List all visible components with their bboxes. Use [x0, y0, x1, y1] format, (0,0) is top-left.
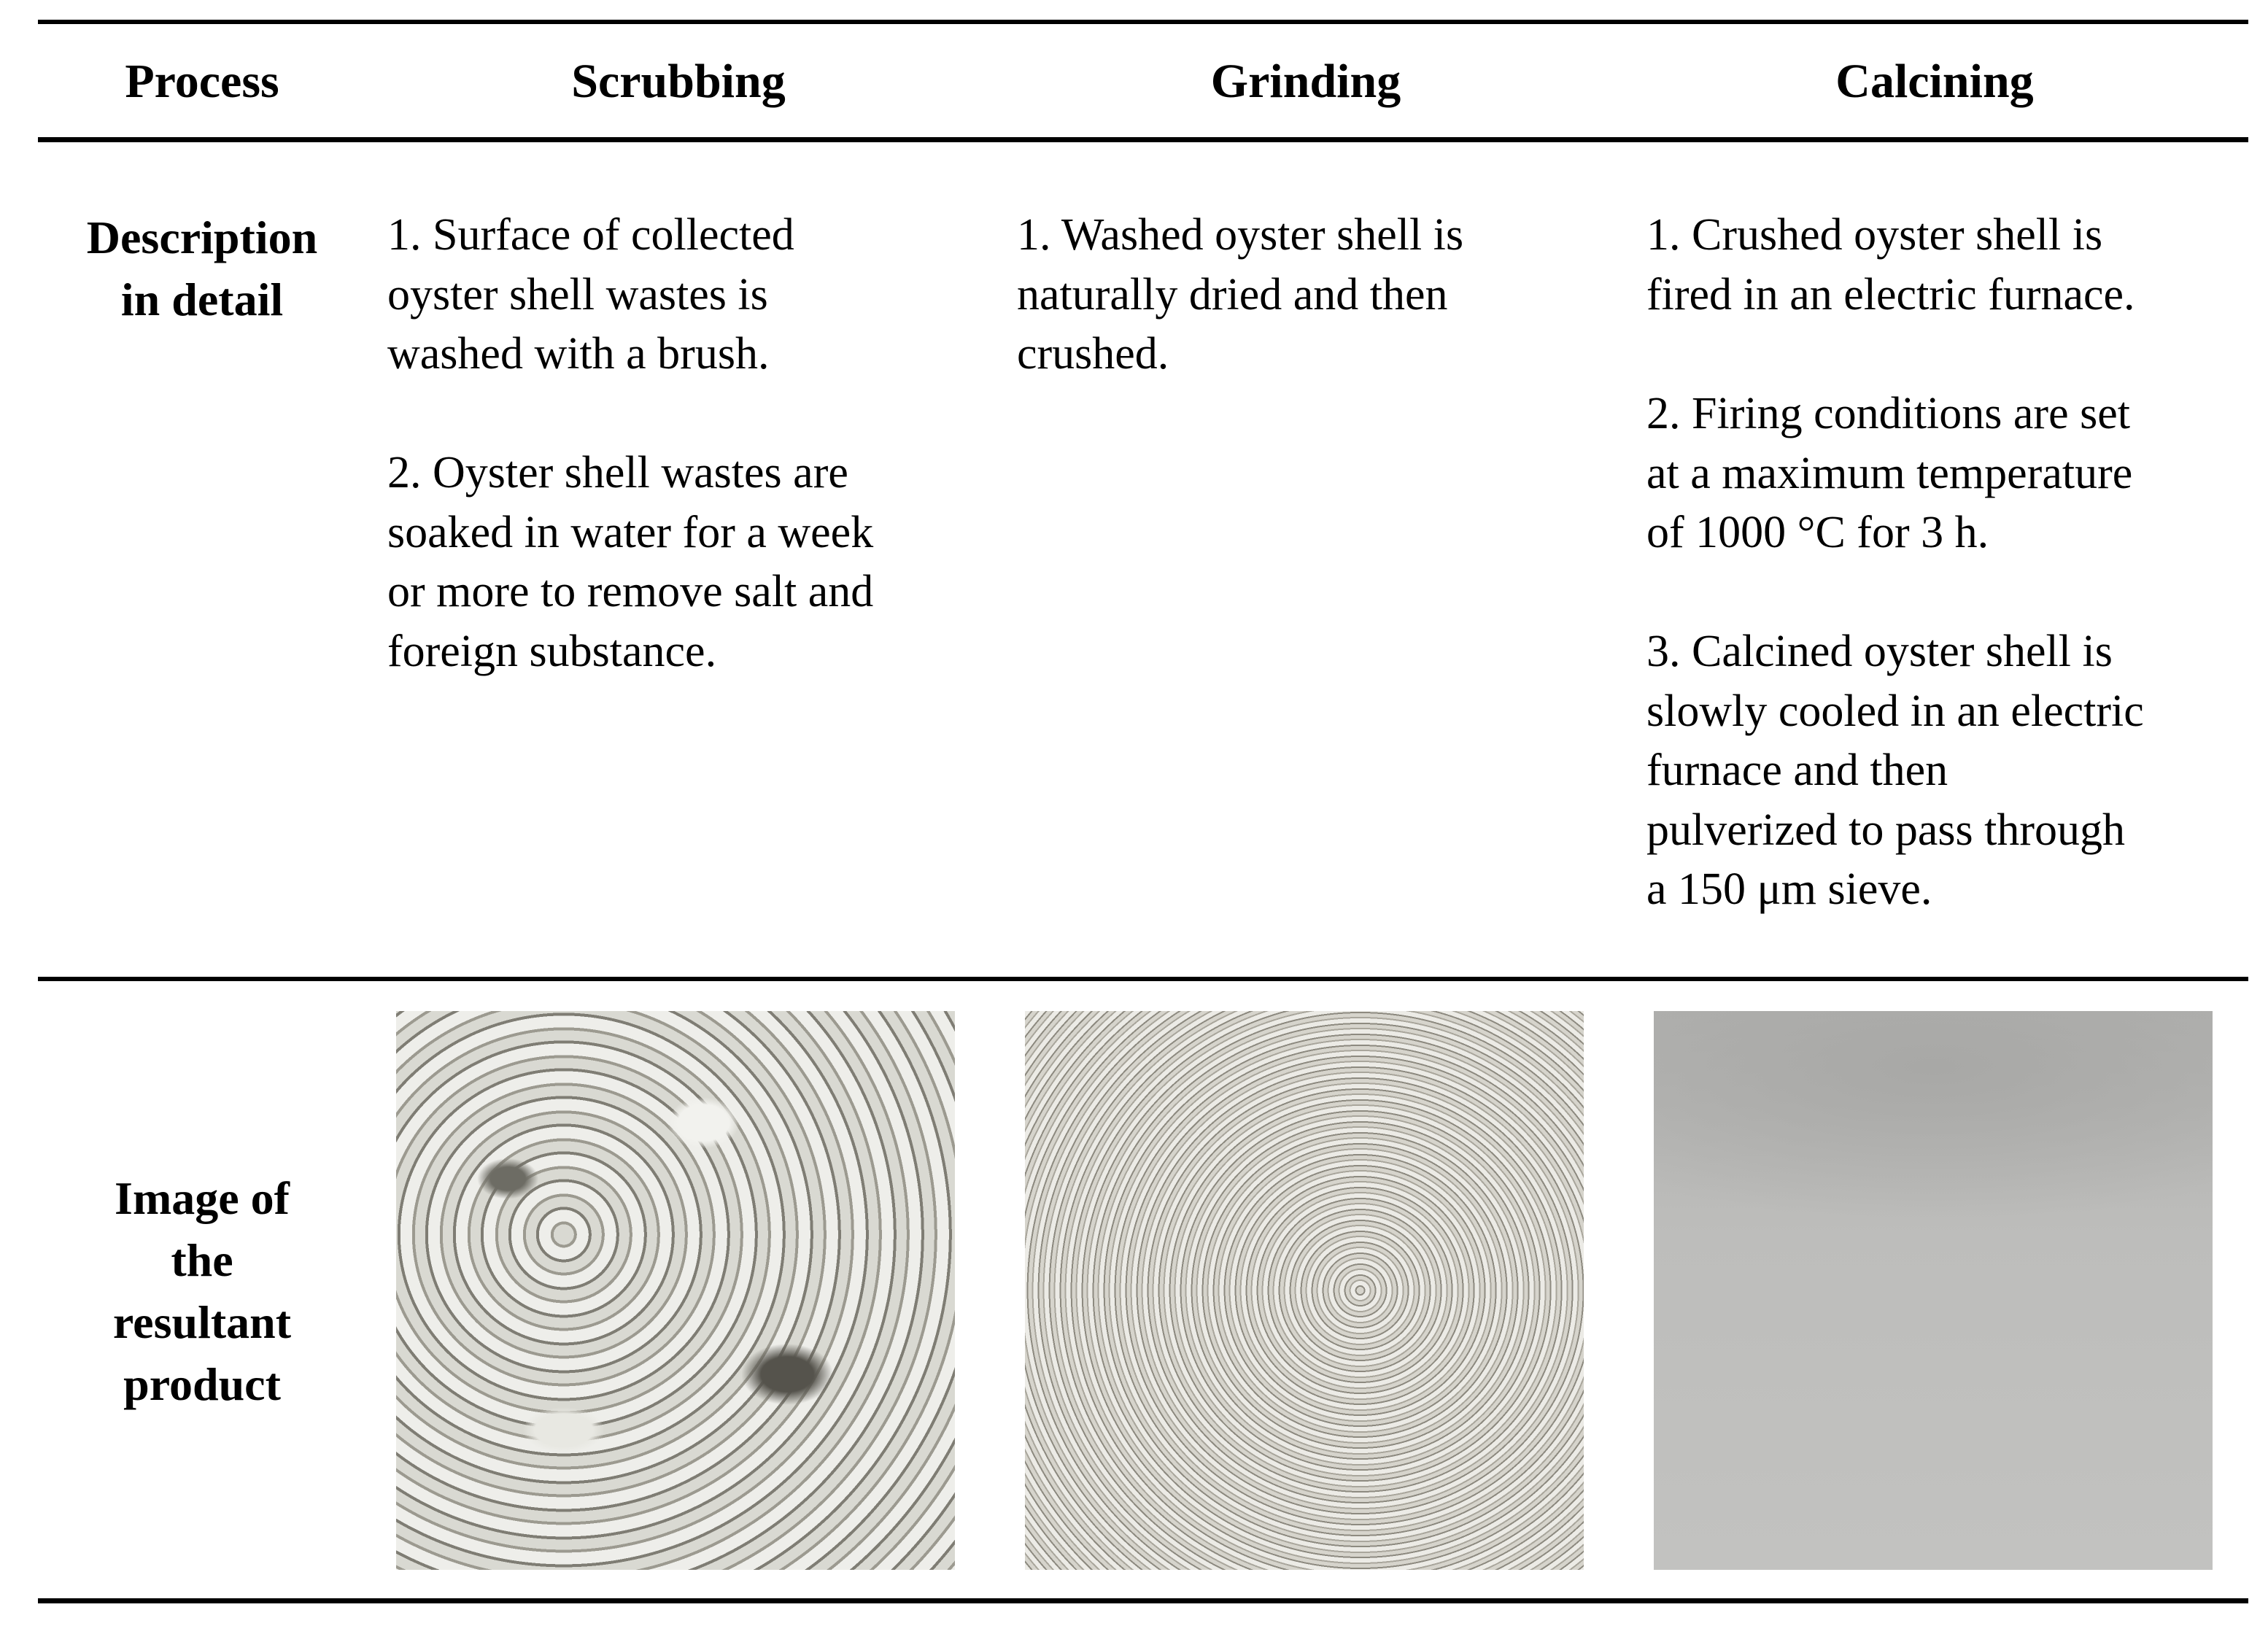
scrubbed-oyster-shell-image [396, 1011, 955, 1570]
header-calcining: Calcining [1835, 55, 2034, 108]
calcining-step-2: 2. Firing conditions are set at a maximum temperature of 1000 °C for 3 h. [1646, 389, 2133, 557]
top-rule [38, 20, 2248, 24]
middle-rule [38, 977, 2248, 981]
calcined-oyster-shell-powder-image [1654, 1011, 2213, 1570]
calcining-step-1: 1. Crushed oyster shell is fired in an electric furnace. [1646, 210, 2135, 320]
scrubbing-step-1: 1. Surface of collected oyster shell wastes is washed with a brush. [387, 210, 794, 379]
header-process: Process [125, 55, 279, 108]
row-label-image: Image of the resultant product [112, 1172, 292, 1410]
header-grinding: Grinding [1210, 55, 1401, 108]
scrubbing-step-2: 2. Oyster shell wastes are soaked in water for a week or more to remove salt and foreign substance. [387, 448, 874, 676]
bottom-rule [38, 1598, 2248, 1603]
header-rule [38, 137, 2248, 142]
ground-oyster-shell-image [1025, 1011, 1584, 1570]
calcining-step-3: 3. Calcined oyster shell is slowly cooled in an electric furnace and then pulverized to pass through a 150 μm sieve. [1646, 627, 2144, 914]
header-scrubbing: Scrubbing [571, 55, 786, 108]
grinding-step-1: 1. Washed oyster shell is naturally dried and then crushed. [1017, 210, 1464, 379]
row-label-description: Description in detail [86, 212, 318, 325]
